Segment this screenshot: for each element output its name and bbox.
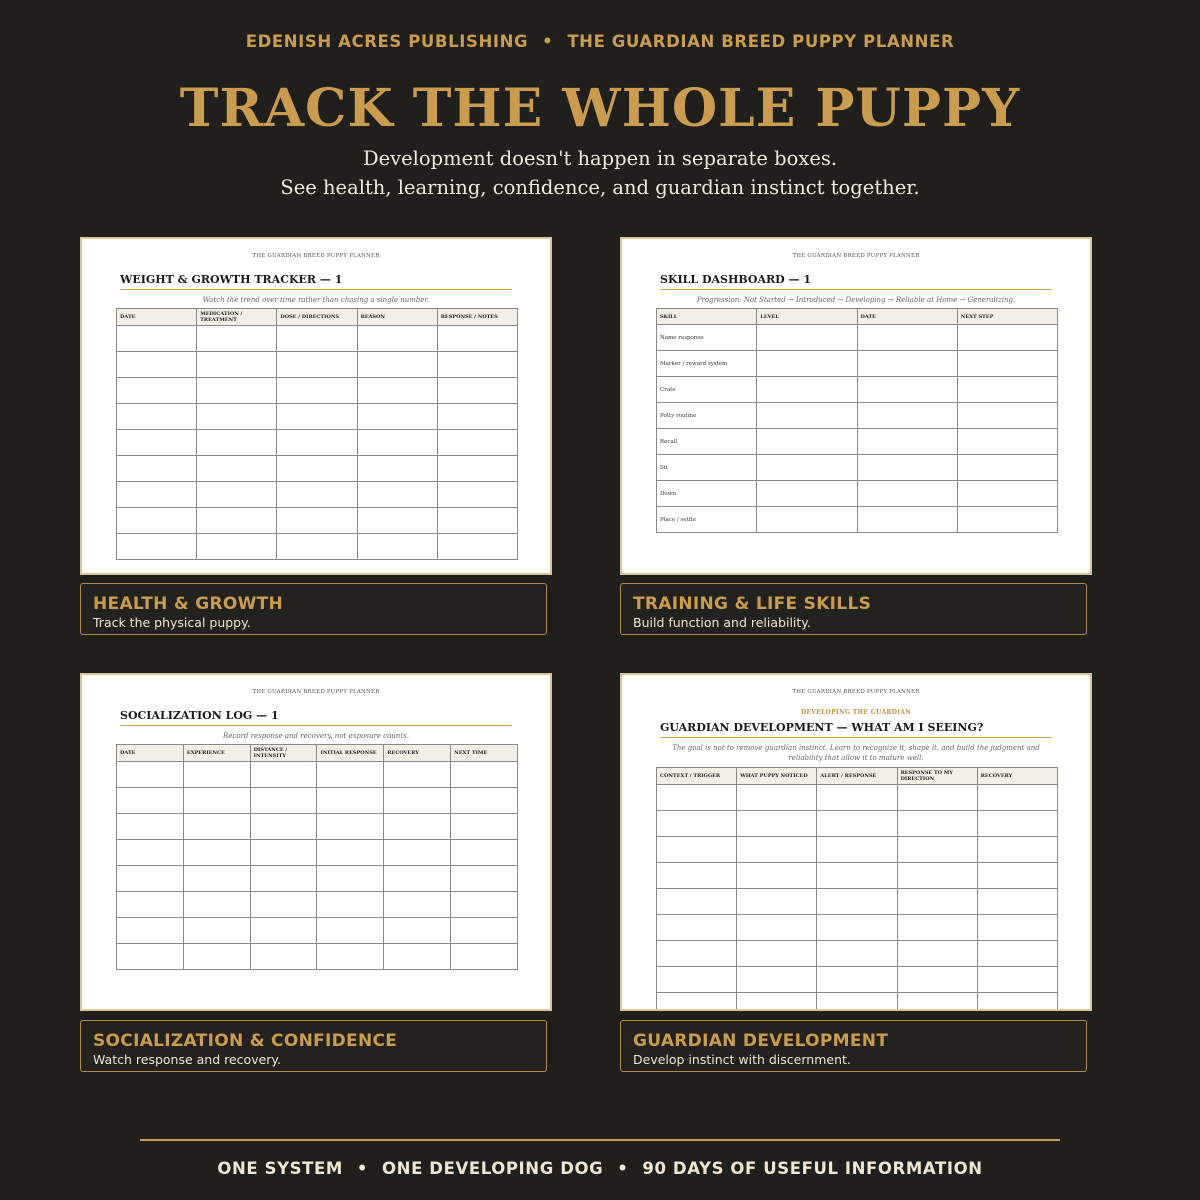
table-cell xyxy=(897,993,977,1012)
table-cell xyxy=(957,507,1057,533)
table-cell xyxy=(117,404,197,430)
table-cell xyxy=(657,863,737,889)
table-cell xyxy=(250,788,317,814)
table-cell xyxy=(977,889,1057,915)
table-cell xyxy=(857,455,957,481)
table-cell: Potty routine xyxy=(657,403,757,429)
table-cell xyxy=(977,785,1057,811)
footer-tagline xyxy=(0,1159,1200,1178)
table-cell xyxy=(737,811,817,837)
table-cell xyxy=(384,866,451,892)
table-cell xyxy=(857,351,957,377)
table-cell xyxy=(857,481,957,507)
column-header: RESPONSE / NOTES xyxy=(437,309,517,326)
table-cell xyxy=(197,508,277,534)
column-header: DOSE / DIRECTIONS xyxy=(277,309,357,326)
column-header: DISTANCE / INTENSITY xyxy=(250,745,317,762)
guardian-development-table xyxy=(656,767,1058,1011)
table-cell xyxy=(117,430,197,456)
table-cell xyxy=(250,866,317,892)
table-cell xyxy=(317,866,384,892)
table-cell xyxy=(357,534,437,560)
subtitle-line-2: See health, learning, confidence, and guardian instinct together. xyxy=(280,176,920,199)
table-row xyxy=(117,378,518,404)
column-header: DATE xyxy=(117,745,184,762)
column-header: RECOVERY xyxy=(384,745,451,762)
table-cell xyxy=(437,352,517,378)
footer-part-3: 90 DAYS OF USEFUL INFORMATION xyxy=(642,1159,983,1178)
table-cell xyxy=(317,788,384,814)
table-cell xyxy=(250,892,317,918)
table-cell xyxy=(117,918,184,944)
health-growth-preview xyxy=(80,237,552,575)
table-cell xyxy=(277,534,357,560)
table-row xyxy=(657,403,1058,429)
table-cell xyxy=(757,429,857,455)
table-cell xyxy=(817,993,897,1012)
table-cell xyxy=(357,378,437,404)
table-cell: Place / settle xyxy=(657,507,757,533)
table-cell xyxy=(897,915,977,941)
table-cell xyxy=(757,481,857,507)
training-skills-label xyxy=(620,583,1087,635)
table-cell xyxy=(277,456,357,482)
table-cell xyxy=(117,814,184,840)
table-cell xyxy=(897,863,977,889)
table-cell xyxy=(317,762,384,788)
table-cell xyxy=(384,892,451,918)
table-cell xyxy=(737,837,817,863)
table-cell xyxy=(317,918,384,944)
column-header: MEDICATION / TREATMENT xyxy=(197,309,277,326)
table-cell xyxy=(437,430,517,456)
table-cell xyxy=(250,814,317,840)
weight-growth-table xyxy=(116,308,518,560)
table-row xyxy=(117,404,518,430)
column-header: INITIAL RESPONSE xyxy=(317,745,384,762)
table-cell xyxy=(277,352,357,378)
table-cell xyxy=(897,967,977,993)
table-row xyxy=(657,785,1058,811)
doc-title-rule xyxy=(660,737,1052,738)
table-row xyxy=(117,482,518,508)
hero-subtitle xyxy=(0,144,1200,202)
table-cell xyxy=(897,785,977,811)
table-row xyxy=(657,915,1058,941)
doc-title: SKILL DASHBOARD — 1 xyxy=(660,273,811,286)
table-cell xyxy=(657,993,737,1012)
table-row xyxy=(657,481,1058,507)
table-cell xyxy=(451,814,518,840)
label-description: Develop instinct with discernment. xyxy=(633,1052,851,1067)
table-cell xyxy=(817,811,897,837)
table-cell: Recall xyxy=(657,429,757,455)
table-cell xyxy=(183,944,250,970)
table-row xyxy=(117,814,518,840)
table-cell xyxy=(277,430,357,456)
table-cell xyxy=(657,915,737,941)
table-row xyxy=(657,811,1058,837)
table-cell xyxy=(437,378,517,404)
table-cell xyxy=(357,430,437,456)
table-cell xyxy=(250,944,317,970)
table-row xyxy=(117,918,518,944)
table-cell xyxy=(357,404,437,430)
table-cell xyxy=(117,788,184,814)
label-description: Build function and reliability. xyxy=(633,615,811,630)
hero-title: TRACK THE WHOLE PUPPY xyxy=(179,78,1021,139)
table-cell xyxy=(384,814,451,840)
column-header: LEVEL xyxy=(757,309,857,325)
table-cell xyxy=(451,944,518,970)
doc-note: Watch the trend over time rather than chasing a single number. xyxy=(202,296,430,304)
table-cell xyxy=(437,404,517,430)
table-cell xyxy=(737,785,817,811)
table-cell xyxy=(384,840,451,866)
table-row xyxy=(117,534,518,560)
table-cell xyxy=(977,811,1057,837)
table-cell xyxy=(657,811,737,837)
table-cell xyxy=(817,837,897,863)
publisher-name: EDENISH ACRES PUBLISHING xyxy=(245,32,529,51)
table-cell xyxy=(857,507,957,533)
label-title: HEALTH & GROWTH xyxy=(93,594,284,614)
table-row xyxy=(117,430,518,456)
table-cell xyxy=(117,944,184,970)
table-cell xyxy=(897,811,977,837)
table-cell xyxy=(757,377,857,403)
table-cell xyxy=(957,325,1057,351)
table-cell xyxy=(977,993,1057,1012)
column-header: NEXT TIME xyxy=(451,745,518,762)
doc-note: The goal is not to remove guardian instinct. Learn to recognize it, shape it, and build the judgment and reliability that allow it to mature well. xyxy=(672,744,1040,762)
footer-separator: • xyxy=(617,1159,629,1178)
table-cell xyxy=(957,351,1057,377)
table-cell xyxy=(117,378,197,404)
table-cell: Down xyxy=(657,481,757,507)
table-cell xyxy=(317,892,384,918)
table-cell xyxy=(857,325,957,351)
table-cell xyxy=(357,326,437,352)
top-header xyxy=(0,32,1200,51)
table-cell xyxy=(757,455,857,481)
table-cell xyxy=(197,326,277,352)
product-name: THE GUARDIAN BREED PUPPY PLANNER xyxy=(567,32,955,51)
table-cell xyxy=(817,785,897,811)
table-row xyxy=(657,967,1058,993)
table-row xyxy=(117,762,518,788)
table-cell: Marker / reward system xyxy=(657,351,757,377)
doc-header: THE GUARDIAN BREED PUPPY PLANNER xyxy=(792,253,920,259)
column-header: CONTEXT / TRIGGER xyxy=(657,768,737,785)
table-cell xyxy=(451,762,518,788)
table-cell xyxy=(657,837,737,863)
table-cell xyxy=(250,840,317,866)
table-cell xyxy=(437,456,517,482)
table-cell xyxy=(197,430,277,456)
table-cell xyxy=(197,482,277,508)
table-cell xyxy=(657,889,737,915)
column-header: EXPERIENCE xyxy=(183,745,250,762)
doc-title: WEIGHT & GROWTH TRACKER — 1 xyxy=(120,273,343,286)
table-row xyxy=(657,377,1058,403)
table-cell: Crate xyxy=(657,377,757,403)
guardian-development-preview xyxy=(620,673,1092,1011)
table-cell xyxy=(737,993,817,1012)
table-cell xyxy=(977,863,1057,889)
table-cell xyxy=(357,482,437,508)
table-cell xyxy=(117,762,184,788)
table-cell xyxy=(357,456,437,482)
skill-dashboard-table xyxy=(656,308,1058,533)
label-description: Watch response and recovery. xyxy=(93,1052,282,1067)
table-cell xyxy=(737,967,817,993)
table-cell xyxy=(757,403,857,429)
table-cell xyxy=(437,508,517,534)
table-cell xyxy=(197,456,277,482)
training-skills-preview xyxy=(620,237,1092,575)
table-cell xyxy=(250,918,317,944)
table-cell xyxy=(737,941,817,967)
label-title: SOCIALIZATION & CONFIDENCE xyxy=(93,1031,398,1051)
table-cell xyxy=(117,456,197,482)
table-cell xyxy=(897,941,977,967)
table-cell xyxy=(957,429,1057,455)
table-cell xyxy=(183,866,250,892)
table-cell xyxy=(977,941,1057,967)
doc-note: Progression: Not Started → Introduced → Developing → Reliable at Home → Generalizing. xyxy=(696,296,1016,304)
table-cell xyxy=(317,944,384,970)
table-cell xyxy=(357,508,437,534)
table-cell xyxy=(657,941,737,967)
table-cell xyxy=(183,918,250,944)
table-cell xyxy=(437,534,517,560)
table-row xyxy=(117,508,518,534)
table-row xyxy=(657,889,1058,915)
table-cell xyxy=(657,967,737,993)
table-cell xyxy=(817,941,897,967)
guardian-development-label xyxy=(620,1020,1087,1072)
doc-title-rule xyxy=(120,289,512,290)
table-cell xyxy=(384,918,451,944)
table-row xyxy=(117,866,518,892)
table-cell xyxy=(384,944,451,970)
table-cell xyxy=(977,915,1057,941)
column-header: RECOVERY xyxy=(977,768,1057,785)
table-cell xyxy=(857,429,957,455)
doc-title-rule xyxy=(120,725,512,726)
table-row xyxy=(117,326,518,352)
table-cell xyxy=(437,482,517,508)
socialization-preview xyxy=(80,673,552,1011)
table-cell xyxy=(817,863,897,889)
table-cell xyxy=(183,840,250,866)
table-cell xyxy=(737,915,817,941)
table-cell xyxy=(437,326,517,352)
table-cell xyxy=(897,889,977,915)
table-cell xyxy=(117,892,184,918)
column-header: NEXT STEP xyxy=(957,309,1057,325)
table-cell xyxy=(977,967,1057,993)
table-cell xyxy=(183,762,250,788)
table-cell xyxy=(977,837,1057,863)
table-row xyxy=(117,840,518,866)
table-cell xyxy=(183,892,250,918)
table-cell xyxy=(277,326,357,352)
column-header: DATE xyxy=(117,309,197,326)
table-cell xyxy=(451,918,518,944)
table-row xyxy=(117,788,518,814)
column-header: RESPONSE TO MY DIRECTION xyxy=(897,768,977,785)
health-growth-label xyxy=(80,583,547,635)
label-description: Track the physical puppy. xyxy=(93,615,251,630)
table-cell xyxy=(117,352,197,378)
table-cell xyxy=(957,377,1057,403)
table-cell xyxy=(117,508,197,534)
table-cell xyxy=(757,507,857,533)
footer-part-2: ONE DEVELOPING DOG xyxy=(382,1159,604,1178)
table-row xyxy=(657,837,1058,863)
table-cell xyxy=(277,482,357,508)
doc-kicker: DEVELOPING THE GUARDIAN xyxy=(800,709,912,716)
table-cell xyxy=(737,863,817,889)
table-row xyxy=(657,941,1058,967)
table-row xyxy=(117,352,518,378)
table-row xyxy=(657,429,1058,455)
column-header: WHAT PUPPY NOTICED xyxy=(737,768,817,785)
table-row xyxy=(657,507,1058,533)
table-cell xyxy=(817,967,897,993)
table-cell xyxy=(857,403,957,429)
socialization-label xyxy=(80,1020,547,1072)
label-title: TRAINING & LIFE SKILLS xyxy=(633,594,872,614)
table-row xyxy=(657,993,1058,1012)
table-cell xyxy=(451,788,518,814)
table-cell xyxy=(857,377,957,403)
table-cell xyxy=(451,892,518,918)
subtitle-line-1: Development doesn't happen in separate boxes. xyxy=(362,147,838,170)
table-cell xyxy=(817,915,897,941)
table-row xyxy=(657,351,1058,377)
table-cell xyxy=(957,455,1057,481)
column-header: REASON xyxy=(357,309,437,326)
table-cell xyxy=(757,351,857,377)
table-cell xyxy=(957,403,1057,429)
table-cell xyxy=(197,352,277,378)
table-row xyxy=(657,863,1058,889)
table-cell xyxy=(117,840,184,866)
table-cell xyxy=(117,482,197,508)
table-cell xyxy=(384,762,451,788)
doc-title: GUARDIAN DEVELOPMENT — WHAT AM I SEEING? xyxy=(660,721,984,734)
table-cell xyxy=(317,840,384,866)
doc-title: SOCIALIZATION LOG — 1 xyxy=(120,709,279,722)
column-header: ALERT / RESPONSE xyxy=(817,768,897,785)
table-cell xyxy=(957,481,1057,507)
table-cell xyxy=(250,762,317,788)
table-row xyxy=(117,456,518,482)
doc-header: THE GUARDIAN BREED PUPPY PLANNER xyxy=(252,689,380,695)
table-cell xyxy=(357,352,437,378)
table-cell xyxy=(277,508,357,534)
table-cell xyxy=(737,889,817,915)
table-cell xyxy=(117,866,184,892)
table-cell xyxy=(117,326,197,352)
table-cell xyxy=(117,534,197,560)
table-cell xyxy=(451,840,518,866)
table-cell xyxy=(384,788,451,814)
table-cell xyxy=(183,814,250,840)
doc-title-rule xyxy=(660,289,1052,290)
footer-part-1: ONE SYSTEM xyxy=(217,1159,343,1178)
column-header: DATE xyxy=(857,309,957,325)
doc-note: Record response and recovery, not exposure counts. xyxy=(223,732,409,740)
table-cell: Name response xyxy=(657,325,757,351)
table-cell xyxy=(817,889,897,915)
table-cell xyxy=(451,866,518,892)
doc-header: THE GUARDIAN BREED PUPPY PLANNER xyxy=(792,689,920,695)
header-separator: • xyxy=(542,32,554,51)
socialization-table xyxy=(116,744,518,970)
table-cell: Sit xyxy=(657,455,757,481)
table-row xyxy=(657,325,1058,351)
table-cell xyxy=(183,788,250,814)
table-cell xyxy=(757,325,857,351)
table-row xyxy=(657,455,1058,481)
table-cell xyxy=(197,378,277,404)
table-cell xyxy=(277,404,357,430)
table-cell xyxy=(197,534,277,560)
column-header: SKILL xyxy=(657,309,757,325)
footer-separator: • xyxy=(356,1159,369,1178)
label-title: GUARDIAN DEVELOPMENT xyxy=(633,1031,889,1051)
table-cell xyxy=(277,378,357,404)
footer-divider xyxy=(140,1139,1060,1141)
table-cell xyxy=(897,837,977,863)
table-row xyxy=(117,944,518,970)
table-cell xyxy=(317,814,384,840)
doc-header: THE GUARDIAN BREED PUPPY PLANNER xyxy=(252,253,380,259)
table-cell xyxy=(657,785,737,811)
table-cell xyxy=(197,404,277,430)
table-row xyxy=(117,892,518,918)
